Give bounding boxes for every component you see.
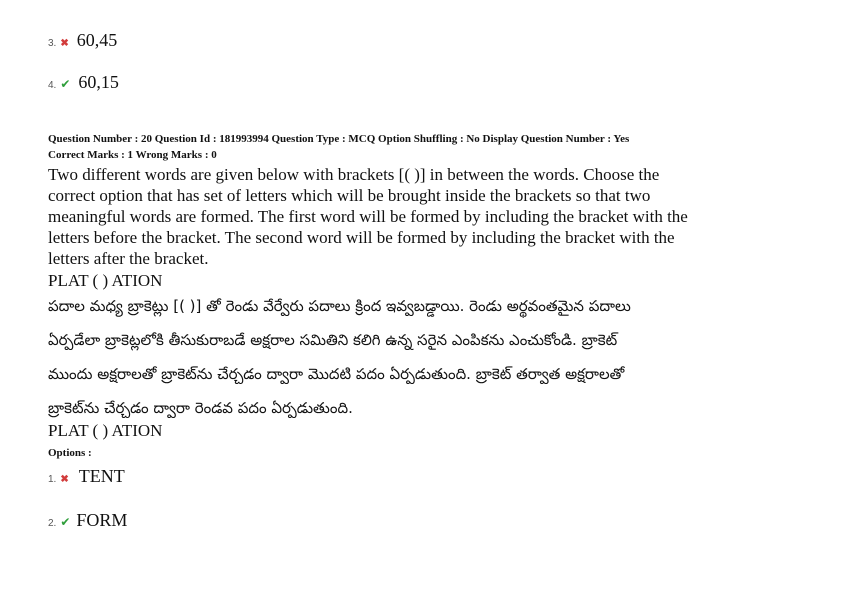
option-text: TENT xyxy=(78,466,125,486)
telugu-line: బ్రాకెట్‌ను చేర్చడం ద్వారా రెండవ పదం ఏర్పడుతుంది. xyxy=(48,399,353,417)
options-label: Options : xyxy=(48,447,92,459)
option-text: FORM xyxy=(76,510,128,530)
telugu-line: పదాల మధ్య బ్రాకెట్లు [( )] తో రెండు వేర్వేరు పదాలు క్రింద ఇవ్వబడ్డాయి. రెండు అర్థవంతమైన పదాలు xyxy=(48,297,631,315)
question-line: Two different words are given below with brackets [( )] in between the words. Choose the xyxy=(48,165,660,184)
correct-mark-icon: ✔ xyxy=(60,77,71,91)
question-meta-line: Question Number : 20 Question Id : 181993994 Question Type : MCQ Option Shuffling : No Display Question Number : Yes xyxy=(48,133,630,145)
prev-option-4 xyxy=(48,72,119,93)
marks-line: Correct Marks : 1 Wrong Marks : 0 xyxy=(48,149,217,161)
question-line: letters before the bracket. The second word will be formed by including the bracket with the xyxy=(48,228,675,247)
correct-mark-icon: ✔ xyxy=(60,515,71,529)
telugu-line: ఏర్పడేలా బ్రాకెట్లలోకి తీసుకురాబడే అక్షరాల సమితిని కలిగి ఉన్న సరైన ఎంపికను ఎంచుకోండి. బ్రాకెట్ xyxy=(48,331,618,349)
option-number: 1. xyxy=(48,474,57,485)
telugu-line: ముందు అక్షరాలతో బ్రాకెట్‌ను చేర్చడం ద్వారా మొదటి పదం ఏర్పడుతుంది. బ్రాకెట్ తర్వాత అక్షరాలతో xyxy=(48,365,625,383)
puzzle-telugu: PLAT ( ) ATION xyxy=(48,421,163,440)
question-line: correct option that has set of letters which will be brought inside the brackets so that two xyxy=(48,186,651,205)
question-text-english xyxy=(48,164,808,269)
wrong-mark-icon: ✖ xyxy=(60,38,69,49)
option-number: 2. xyxy=(48,518,57,529)
question-text-telugu xyxy=(48,289,818,425)
option-text: 60,45 xyxy=(76,30,118,50)
question-line: letters after the bracket. xyxy=(48,249,209,268)
option-1 xyxy=(48,466,125,487)
option-number: 4. xyxy=(48,80,57,91)
wrong-mark-icon: ✖ xyxy=(60,474,69,485)
prev-option-3 xyxy=(48,30,117,51)
option-number: 3. xyxy=(48,38,57,49)
option-2 xyxy=(48,510,127,531)
puzzle-english: PLAT ( ) ATION xyxy=(48,271,163,290)
question-line: meaningful words are formed. The first word will be formed by including the bracket with the xyxy=(48,207,688,226)
option-text: 60,15 xyxy=(78,72,119,92)
